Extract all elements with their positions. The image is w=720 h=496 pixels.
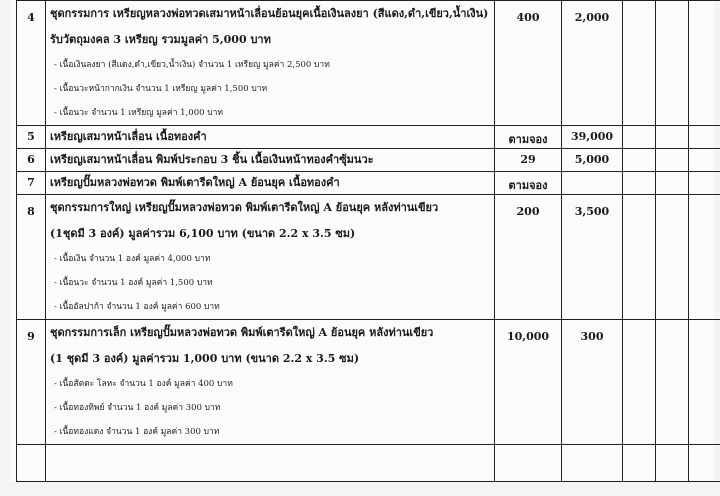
document-sheet <box>10 0 714 482</box>
empty-cell <box>623 126 656 149</box>
item-description <box>46 172 495 195</box>
item-title: ชุดกรรมการ เหรียญหลวงพ่อทวดเสมาหน้าเลื่อนย้อนยุคเนื้อเงินลงยา (สีแดง,ดำ,เขียว,น้ำเงิน) <box>50 7 489 20</box>
item-price <box>562 172 623 195</box>
empty-cell <box>689 1 720 126</box>
table-row <box>17 320 720 445</box>
item-detail: - เนื้อเงินลงยา (สีแดง,ดำ,เขียว,น้ำเงิน) จำนวน 1 เหรียญ มูลค่า 2,500 บาท <box>54 60 330 70</box>
item-quantity: 200 <box>495 195 562 320</box>
empty-cell <box>656 172 689 195</box>
empty-cell <box>656 320 689 445</box>
item-detail: - เนื้อสัตตะ โลหะ จำนวน 1 องค์ มูลค่า 400 บาท <box>54 379 233 389</box>
empty-cell <box>656 1 689 126</box>
item-detail: - เนื้อนวะ จำนวน 1 เหรียญ มูลค่า 1,000 บาท <box>54 108 223 118</box>
empty-cell <box>17 445 46 482</box>
price-table <box>16 0 720 482</box>
item-detail: - เนื้อทองแดง จำนวน 1 องค์ มูลค่า 300 บาท <box>54 427 220 437</box>
item-price: 2,000 <box>562 1 623 126</box>
item-quantity: 29 <box>495 149 562 172</box>
item-title: เหรียญเสมาหน้าเลื่อน เนื้อทองคำ <box>50 130 207 143</box>
table-row <box>17 1 720 126</box>
empty-cell <box>689 320 720 445</box>
empty-cell <box>562 445 623 482</box>
table-row <box>17 126 720 149</box>
row-number: 7 <box>17 172 46 195</box>
empty-cell <box>46 445 495 482</box>
empty-cell <box>689 172 720 195</box>
table-row <box>17 149 720 172</box>
row-number: 9 <box>17 320 46 445</box>
item-description <box>46 195 495 320</box>
item-description <box>46 126 495 149</box>
item-detail: - เนื้อนวะหน้ากากเงิน จำนวน 1 เหรียญ มูลค่า 1,500 บาท <box>54 84 268 94</box>
table-row <box>17 172 720 195</box>
item-quantity: ตามจอง <box>495 172 562 195</box>
item-price: 5,000 <box>562 149 623 172</box>
empty-cell <box>495 445 562 482</box>
empty-cell <box>656 126 689 149</box>
empty-cell <box>623 445 656 482</box>
row-number: 6 <box>17 149 46 172</box>
item-quantity: ตามจอง <box>495 126 562 149</box>
table-row <box>17 195 720 320</box>
item-title: ชุดกรรมการใหญ่ เหรียญปั๊มหลวงพ่อทวด พิมพ์เตารีดใหญ่ A ย้อนยุค หลังท่านเขียว <box>50 201 439 214</box>
item-description <box>46 149 495 172</box>
item-detail: - เนื้อเงิน จำนวน 1 องค์ มูลค่า 4,000 บาท <box>54 254 211 264</box>
row-number: 4 <box>17 1 46 126</box>
row-number: 5 <box>17 126 46 149</box>
item-detail: - เนื้อทองทิพย์ จำนวน 1 องค์ มูลค่า 300 บาท <box>54 403 221 413</box>
empty-cell <box>623 195 656 320</box>
empty-cell <box>656 445 689 482</box>
item-quantity: 400 <box>495 1 562 126</box>
empty-cell <box>623 1 656 126</box>
empty-cell <box>623 172 656 195</box>
empty-cell <box>689 445 720 482</box>
item-detail: - เนื้ออัลปาก้า จำนวน 1 องค์ มูลค่า 600 บาท <box>54 302 220 312</box>
item-subtitle: รับวัตถุมงคล 3 เหรียญ รวมมูลค่า 5,000 บาท <box>50 33 271 46</box>
item-price: 3,500 <box>562 195 623 320</box>
empty-cell <box>623 320 656 445</box>
empty-cell <box>689 149 720 172</box>
empty-cell <box>689 195 720 320</box>
row-number: 8 <box>17 195 46 320</box>
table-row <box>17 445 720 482</box>
item-description <box>46 320 495 445</box>
item-price: 39,000 <box>562 126 623 149</box>
item-quantity: 10,000 <box>495 320 562 445</box>
item-subtitle: (1ชุดมี 3 องค์) มูลค่ารวม 6,100 บาท (ขนาด 2.2 x 3.5 ซม) <box>50 227 356 240</box>
empty-cell <box>656 195 689 320</box>
empty-cell <box>656 149 689 172</box>
empty-cell <box>689 126 720 149</box>
empty-cell <box>623 149 656 172</box>
item-description <box>46 1 495 126</box>
item-title: ชุดกรรมการเล็ก เหรียญปั๊มหลวงพ่อทวด พิมพ์เตารีดใหญ่ A ย้อนยุค หลังท่านเขียว <box>50 326 434 339</box>
item-subtitle: (1 ชุดมี 3 องค์) มูลค่ารวม 1,000 บาท (ขนาด 2.2 x 3.5 ซม) <box>50 352 360 365</box>
item-title: เหรียญปั๊มหลวงพ่อทวด พิมพ์เตารีดใหญ่ A ย้อนยุค เนื้อทองคำ <box>50 176 340 189</box>
item-price: 300 <box>562 320 623 445</box>
item-title: เหรียญเสมาหน้าเลื่อน พิมพ์ประกอบ 3 ชิ้น เนื้อเงินหน้าทองคำซุ้มนวะ <box>50 153 374 166</box>
item-detail: - เนื้อนวะ จำนวน 1 องค์ มูลค่า 1,500 บาท <box>54 278 213 288</box>
